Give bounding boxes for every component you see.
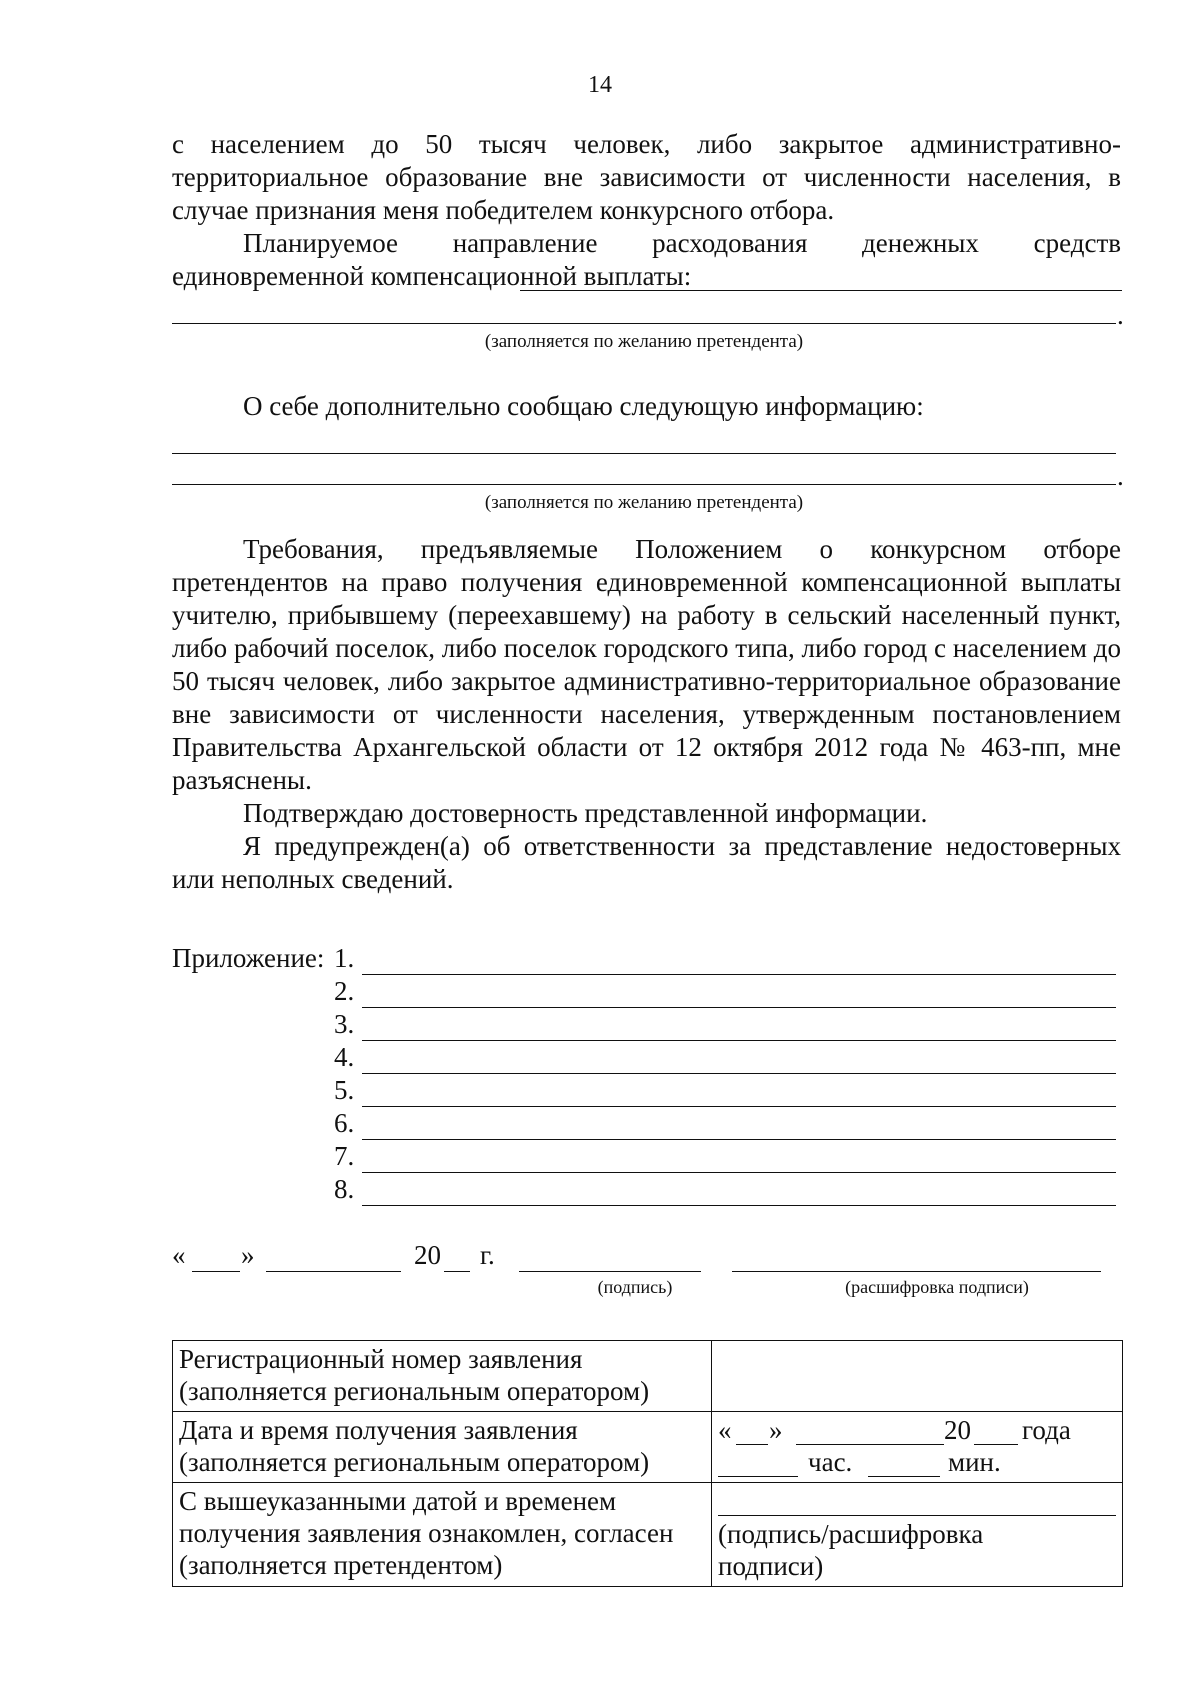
expenses-line-1[interactable]: [520, 290, 1122, 291]
text-p3: О себе дополнительно сообщаю следующую информацию:: [243, 391, 924, 421]
attachment-line[interactable]: [362, 974, 1116, 975]
acknowledge-note: (заполняется претендентом): [179, 1550, 503, 1580]
acknowledge-sign-hint-1: (подпись/расшифровка: [718, 1519, 984, 1549]
paragraph-about: [172, 390, 1121, 423]
attachment-number: 8.: [334, 1174, 355, 1204]
received-date-note: (заполняется региональным оператором): [179, 1447, 650, 1477]
received-minute-line[interactable]: [868, 1446, 940, 1477]
received-quote-close: »: [769, 1415, 783, 1445]
attachment-number: 7.: [334, 1141, 355, 1171]
reg-number-label-cell: [173, 1341, 712, 1412]
text-p2-lead: Планируемое направление расходования денежных средств единовременной компенсационной выплаты:: [172, 228, 1121, 291]
date-quote-open: «: [172, 1240, 186, 1270]
received-year-line[interactable]: [974, 1414, 1018, 1445]
reg-number-note: (заполняется региональным оператором): [179, 1376, 650, 1406]
attachment-line[interactable]: [362, 1040, 1116, 1041]
received-date-label-cell: [173, 1412, 712, 1483]
period-mark: .: [1117, 300, 1124, 330]
attachment-line[interactable]: [362, 1007, 1116, 1008]
received-minute-label: мин.: [948, 1447, 1001, 1477]
table-row: [173, 1341, 1123, 1412]
received-year-prefix: 20: [944, 1415, 971, 1445]
date-month-line[interactable]: [266, 1271, 401, 1272]
attachment-line[interactable]: [362, 1073, 1116, 1074]
attachments-label: Приложение:: [172, 943, 325, 973]
attachment-number: 2.: [334, 976, 355, 1006]
signature-decode-line[interactable]: [732, 1271, 1101, 1272]
received-hour-line[interactable]: [718, 1446, 798, 1477]
hint-signature: (подпись): [597, 1277, 673, 1297]
text-p5: Подтверждаю достоверность представленной информации.: [243, 798, 928, 828]
date-quote-close: »: [241, 1240, 255, 1270]
received-month-line[interactable]: [796, 1414, 944, 1445]
text-p6: Я предупрежден(а) об ответственности за представление недостоверных или неполных сведений.: [172, 831, 1121, 894]
about-line-1[interactable]: [172, 453, 1116, 454]
registration-table: [172, 1340, 1123, 1587]
received-year-word: года: [1022, 1415, 1071, 1445]
paragraph-expenses: [172, 227, 1121, 293]
acknowledge-label-cell: [173, 1483, 712, 1587]
table-row: [173, 1483, 1123, 1587]
attachment-number: 4.: [334, 1042, 355, 1072]
expenses-line-2[interactable]: [172, 323, 1116, 324]
attachment-line[interactable]: [362, 1172, 1116, 1173]
acknowledge-sign-line[interactable]: [718, 1485, 1116, 1516]
acknowledge-label-1: С вышеуказанными датой и временем: [179, 1486, 617, 1516]
paragraph-continuation: [172, 128, 1121, 227]
acknowledge-sign-hint-2: подписи): [718, 1551, 824, 1581]
attachment-number: 5.: [334, 1075, 355, 1105]
attachment-number: 1.: [334, 943, 355, 973]
reg-number-label: Регистрационный номер заявления: [179, 1344, 583, 1374]
page-number: 14: [588, 72, 612, 98]
acknowledge-sign-cell[interactable]: [712, 1483, 1123, 1587]
attachment-line[interactable]: [362, 1106, 1116, 1107]
acknowledge-label-2: получения заявления ознакомлен, согласен: [179, 1518, 674, 1548]
reg-number-value-cell[interactable]: [712, 1341, 1123, 1412]
attachment-line[interactable]: [362, 1139, 1116, 1140]
hint-signature-decode: (расшифровка подписи): [845, 1277, 1029, 1297]
text-p1: с населением до 50 тысяч человек, либо закрытое административно-территориальное образование вне зависимости от численности населения, в случае признания меня победителем конкурсного отбора.: [172, 129, 1121, 225]
received-date-value-cell[interactable]: [712, 1412, 1123, 1483]
text-p4: Требования, предъявляемые Положением о конкурсном отборе претендентов на право получения единовременной компенсационной выплаты учителю, прибывшему (переехавшему) на работу в сельский населенный пункт, либо рабочий поселок, либо поселок городского типа, либо город с населением до 50 тысяч человек, либо закрытое административно-территориальное образование вне зависимости от численности населения, утвержденным постановлением Правительства Архангельской области от 12 октября 2012 года № 463-пп, мне разъяснены.: [172, 534, 1121, 795]
date-year-prefix: 20: [414, 1240, 441, 1270]
received-date-label: Дата и время получения заявления: [179, 1415, 578, 1445]
table-row: [173, 1412, 1123, 1483]
period-mark-2: .: [1117, 461, 1124, 491]
attachment-number: 3.: [334, 1009, 355, 1039]
about-line-2[interactable]: [172, 484, 1116, 485]
date-day-line[interactable]: [192, 1271, 240, 1272]
date-year-suffix: г.: [480, 1240, 495, 1270]
paragraph-requirements: [172, 533, 1121, 896]
hint-expenses: (заполняется по желанию претендента): [484, 331, 804, 352]
date-year-line[interactable]: [444, 1271, 470, 1272]
attachment-number: 6.: [334, 1108, 355, 1138]
received-quote-open: «: [718, 1415, 732, 1445]
received-day-line[interactable]: [736, 1414, 768, 1445]
hint-about: (заполняется по желанию претендента): [484, 492, 804, 513]
attachment-line[interactable]: [362, 1205, 1116, 1206]
received-hour-label: час.: [808, 1447, 853, 1477]
signature-line[interactable]: [519, 1271, 701, 1272]
